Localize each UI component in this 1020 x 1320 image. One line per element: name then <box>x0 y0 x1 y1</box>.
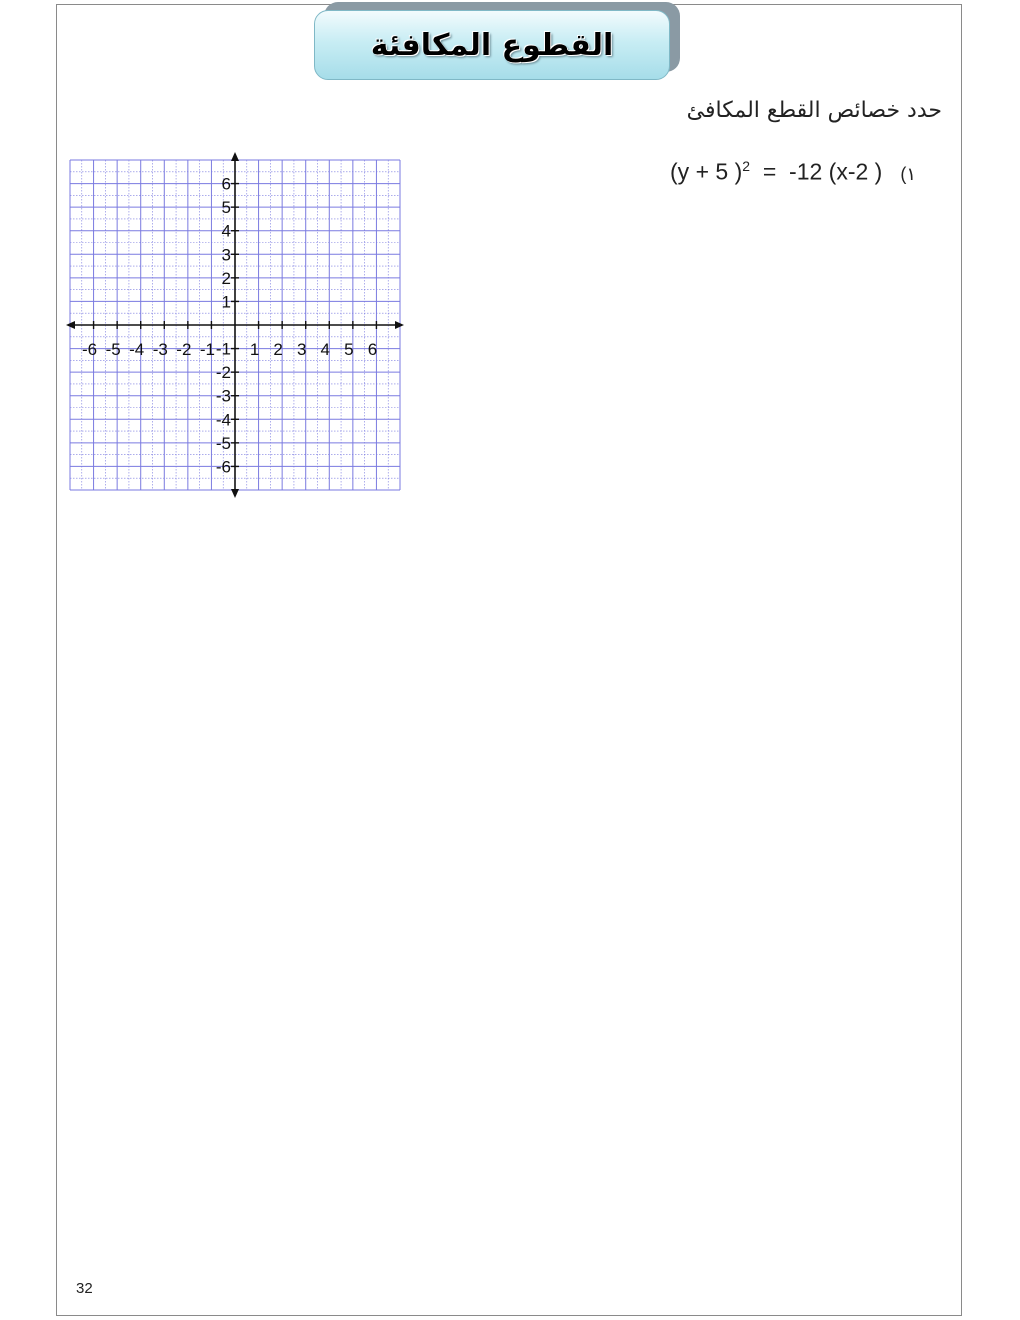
x-tick-label: 4 <box>320 340 331 359</box>
title-banner <box>314 10 670 80</box>
page-title: القطوع المكافئة <box>370 27 614 63</box>
x-tick-label: -3 <box>152 340 168 359</box>
y-tick-label: 5 <box>221 198 231 218</box>
x-tick-label: -6 <box>82 340 98 359</box>
x-tick-label: -5 <box>105 340 121 359</box>
y-tick-label: 4 <box>221 221 231 241</box>
problem-1 <box>670 158 916 186</box>
y-tick-label: -4 <box>215 410 231 430</box>
y-axis-down-arrow <box>231 489 239 498</box>
problem-number: (١ <box>900 163 916 184</box>
x-tick-label: 6 <box>367 340 378 359</box>
x-tick-label: -1 <box>199 340 215 359</box>
equation-exponent: 2 <box>742 158 751 174</box>
equation-lhs: (y + 5 ) <box>670 158 743 185</box>
problem-equation <box>670 158 882 186</box>
x-tick-label: 2 <box>273 340 283 359</box>
equation-equals: = <box>762 158 777 185</box>
instruction-text: حدد خصائص القطع المكافئ <box>686 98 942 123</box>
y-tick-label: 2 <box>221 268 231 288</box>
y-axis-up-arrow <box>231 152 239 161</box>
y-tick-label: -1 <box>215 339 231 359</box>
y-tick-label: -5 <box>215 433 231 453</box>
x-tick-label: -4 <box>129 340 145 359</box>
y-tick-label: -3 <box>215 386 231 406</box>
equation-rhs: -12 (x-2 ) <box>789 158 883 185</box>
x-tick-label: 3 <box>296 340 307 359</box>
y-tick-label: 3 <box>221 245 231 265</box>
x-tick-label: -2 <box>176 340 192 359</box>
y-tick-label: 1 <box>221 292 231 312</box>
y-tick-label: 6 <box>221 174 231 194</box>
y-tick-label: -2 <box>215 363 231 383</box>
page-number: 32 <box>76 1280 93 1297</box>
x-tick-label: 1 <box>249 340 260 359</box>
x-tick-label: 5 <box>344 340 354 359</box>
coordinate-grid <box>64 150 409 505</box>
y-tick-label: -6 <box>215 457 231 477</box>
